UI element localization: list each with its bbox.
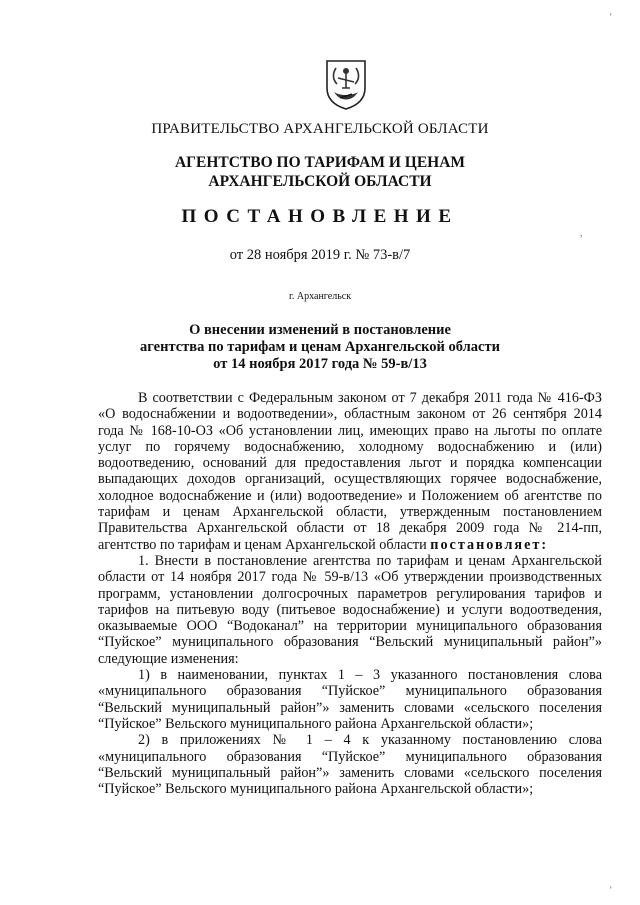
document-date-number: от 28 ноября 2019 г. № 73-в/7: [229, 247, 411, 263]
preamble-text: В соответствии с Федеральным законом от 7 декабря 2011 года № 416-ФЗ «О водоснабжении и водоотведении», областным законом от 26 сентября 2014 года № 168-10-ОЗ «Об установлении лиц, имеющих право на льготы по оплате услуг по горячему водоснабжению, холодному водоснабжению и (или) водоотведению, оснований для предоставления льгот и порядка компенсации выпадающих доходов организаций, осуществляющих горячее водоснабжение, холодное водоснабжение и (или) водоотведение» и Положением об агентстве по тарифам и ценам Архангельской области, утвержденным постановлением Правительства Архангельской области от 18 декабря 2009 года № 214-пп, агентство по тарифам и ценам Архангельской области: [98, 390, 602, 553]
subitem-1-paragraph: 1) в наименовании, пунктах 1 – 3 указанного постановления слова «муниципального образования “Пуйское” муниципального образования “Вельский муниципальный район”» заменить словами «сельского поселения “Пуйское” Вельского муниципального района Архангельской области»;: [98, 667, 602, 732]
government-name: ПРАВИТЕЛЬСТВО АРХАНГЕЛЬСКОЙ ОБЛАСТИ: [151, 121, 489, 137]
item-1-paragraph: 1. Внести в постановление агентства по тарифам и ценам Архангельской области от 14 ноября 2017 года № 59-в/13 «Об утверждении производственных программ, установлении долгосрочных параметров регулирования тарифов и тарифов на питьевую воду (питьевое водоснабжение) и услуги водоотведения, оказываемые ООО “Водоканал” на территории муниципального образования “Пуйское” муниципального образования “Вельский муниципальный район”» следующие изменения:: [98, 552, 602, 667]
scan-mark: ': [610, 12, 612, 22]
coat-of-arms-icon: [324, 58, 368, 110]
subitem-2-paragraph: 2) в приложениях № 1 – 4 к указанному постановлению слова «муниципального образования “Пуйское” муниципального образования “Вельский муниципальный район”» заменить словами «сельского поселения “Пуйское” Вельского муниципального района Архангельской области»;: [98, 732, 602, 798]
preamble-paragraph: [98, 390, 602, 553]
agency-name: [0, 153, 640, 191]
subject-line-2: агентства по тарифам и ценам Архангельской области: [140, 339, 500, 355]
agency-name-line-1: АГЕНТСТВО ПО ТАРИФАМ И ЦЕНАМ: [174, 154, 466, 171]
subject-line-3: от 14 ноября 2017 года № 59-в/13: [213, 356, 427, 372]
document-subject: [0, 322, 640, 373]
agency-name-line-2: АРХАНГЕЛЬСКОЙ ОБЛАСТИ: [208, 173, 432, 190]
scan-mark: ': [610, 885, 612, 895]
document-body: [98, 390, 602, 797]
decree-word: постановляет:: [430, 536, 549, 553]
document-city: г. Архангельск: [288, 291, 352, 302]
document-type-title: ПОСТАНОВЛЕНИЕ: [181, 206, 459, 227]
scan-mark: ,: [580, 228, 583, 238]
subject-line-1: О внесении изменений в постановление: [189, 322, 451, 338]
